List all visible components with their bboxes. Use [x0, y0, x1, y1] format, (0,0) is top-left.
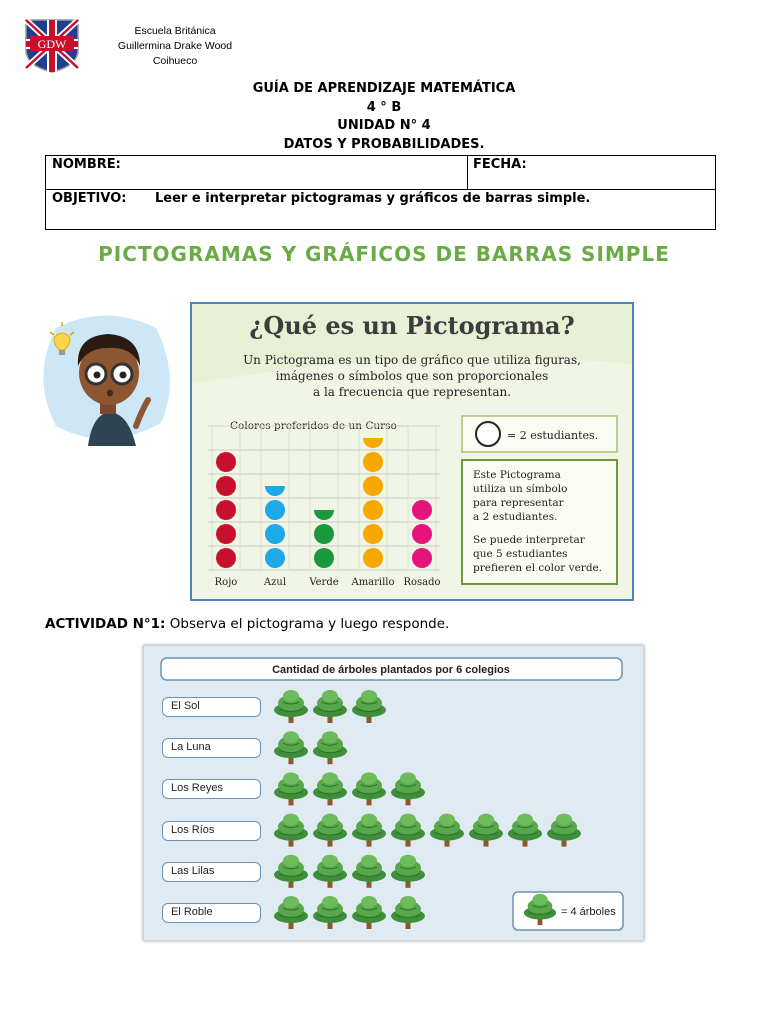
activity-label: ACTIVIDAD N°1:	[45, 616, 166, 632]
legend-text: = 2 estudiantes.	[507, 429, 599, 442]
symbol-amarillo	[363, 476, 383, 496]
symbol-verde	[314, 548, 334, 568]
student-info-table	[45, 155, 716, 230]
activity-text: Observa el pictograma y luego responde.	[165, 616, 450, 632]
chart-title: Cantidad de árboles plantados por 6 colegios	[272, 664, 510, 676]
objetivo-label: OBJETIVO:	[52, 191, 127, 206]
school-name	[92, 24, 258, 69]
tree-icon	[430, 814, 464, 847]
pictogram-infographic	[190, 302, 634, 601]
tree-icon	[352, 814, 386, 847]
title-line: UNIDAD N° 4	[337, 118, 431, 133]
document-titles	[0, 80, 768, 154]
symbol-verde	[314, 524, 334, 544]
tree-icon	[313, 772, 347, 805]
tree-icon	[469, 814, 503, 847]
category-label: Amarillo	[351, 577, 395, 588]
pictogram-grid	[208, 426, 441, 588]
note-line: utiliza un símbolo	[473, 483, 568, 495]
tree-icon	[274, 772, 308, 805]
half-symbol-verde	[314, 510, 334, 520]
school-label: Los Ríos	[162, 821, 261, 841]
category-label: Azul	[263, 577, 287, 588]
symbol-rojo	[216, 476, 236, 496]
symbol-rosado	[412, 548, 432, 568]
symbol-amarillo	[363, 452, 383, 472]
tree-icon	[274, 731, 308, 764]
symbol-amarillo	[363, 500, 383, 520]
fecha-label: FECHA:	[473, 157, 527, 172]
tree-icon	[391, 896, 425, 929]
tree-icon	[274, 855, 308, 888]
tree-icon	[274, 814, 308, 847]
objetivo-text: Leer e interpretar pictogramas y gráficos de barras simple.	[155, 191, 591, 206]
school-label: Los Reyes	[162, 779, 261, 799]
section-heading: PICTOGRAMAS Y GRÁFICOS DE BARRAS SIMPLE	[98, 242, 670, 266]
definition-line: a la frecuencia que representan.	[312, 385, 512, 399]
symbol-amarillo	[363, 548, 383, 568]
tree-icon	[274, 690, 308, 723]
tree-icon	[352, 896, 386, 929]
tree-icon	[391, 772, 425, 805]
school-line: Escuela Británica	[134, 25, 216, 37]
school-logo	[22, 18, 82, 74]
tree-icon	[547, 814, 581, 847]
symbol-rojo	[216, 500, 236, 520]
tree-icon	[313, 814, 347, 847]
note-line: para representar	[473, 497, 564, 509]
symbol-rosado	[412, 524, 432, 544]
symbol-rosado	[412, 500, 432, 520]
symbol-rojo	[216, 452, 236, 472]
title-line: 4 ° B	[366, 99, 402, 115]
symbol-amarillo	[363, 524, 383, 544]
tree-icon	[508, 814, 542, 847]
half-symbol-amarillo	[363, 438, 383, 448]
student-illustration	[36, 308, 176, 448]
symbol-rojo	[216, 548, 236, 568]
chart-title: Colores preferidos de un Curso	[230, 420, 397, 432]
school-line: Guillermina Drake Wood	[117, 40, 233, 52]
category-label: Rosado	[403, 577, 441, 588]
nombre-label: NOMBRE:	[52, 157, 121, 172]
tree-icon	[352, 772, 386, 805]
symbol-azul	[265, 524, 285, 544]
definition-line: Un Pictograma es un tipo de gráfico que utiliza figuras,	[243, 353, 581, 367]
title-line: GUÍA DE APRENDIZAJE MATEMÁTICA	[252, 81, 516, 96]
symbol-rojo	[216, 524, 236, 544]
logo-text: GDW	[37, 37, 67, 51]
note-line: que 5 estudiantes	[473, 548, 568, 560]
tree-icon	[313, 690, 347, 723]
school-label: El Sol	[162, 697, 261, 717]
category-label: Verde	[309, 577, 339, 588]
note-line: prefieren el color verde.	[473, 562, 603, 574]
note-line: Este Pictograma	[473, 469, 561, 481]
tree-icon	[274, 896, 308, 929]
symbol-azul	[265, 548, 285, 568]
tree-icon	[313, 855, 347, 888]
note-line: Se puede interpretar	[473, 534, 585, 546]
definition-line: imágenes o símbolos que son proporcionales	[275, 369, 549, 383]
note-line: a 2 estudiantes.	[473, 511, 558, 523]
tree-icon	[313, 896, 347, 929]
infographic-title: ¿Qué es un Pictograma?	[249, 311, 575, 340]
legend-text: = 4 árboles	[561, 906, 616, 918]
tree-icon	[391, 814, 425, 847]
school-label: El Roble	[162, 903, 261, 923]
half-symbol-azul	[265, 486, 285, 496]
school-label: Las Lilas	[162, 862, 261, 882]
category-label: Rojo	[214, 577, 238, 588]
tree-icon	[391, 855, 425, 888]
tree-icon	[352, 855, 386, 888]
trees-pictogram	[143, 645, 644, 941]
school-line: Coihueco	[152, 55, 198, 67]
tree-icon	[313, 731, 347, 764]
activity-instruction	[45, 616, 449, 632]
symbol-azul	[265, 500, 285, 520]
tree-icon	[352, 690, 386, 723]
school-label: La Luna	[162, 738, 261, 758]
title-line: DATOS Y PROBABILIDADES.	[283, 136, 485, 152]
